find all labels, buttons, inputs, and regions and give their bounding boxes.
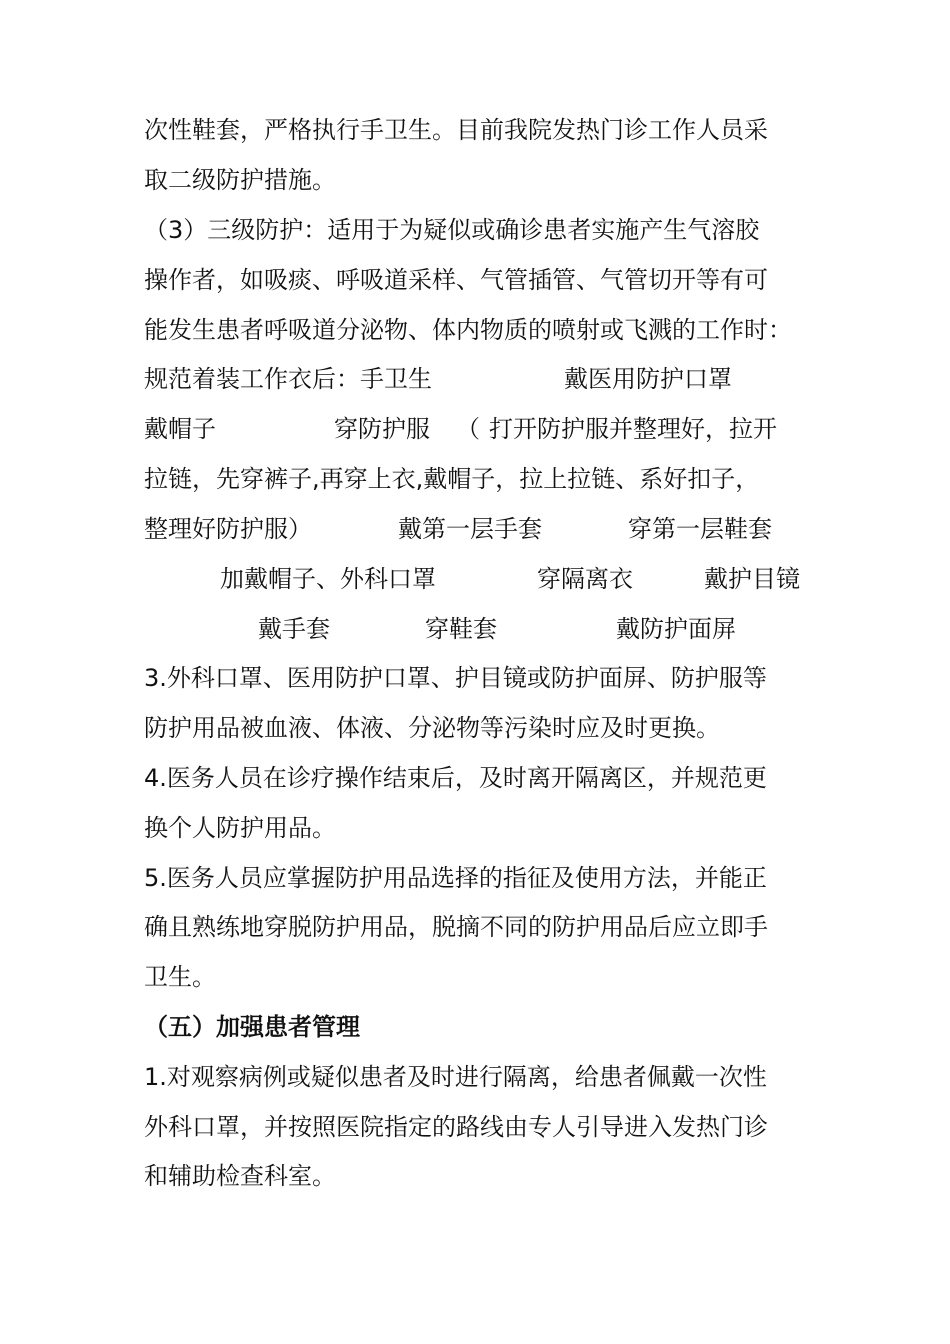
step-text: 戴帽子 xyxy=(144,415,216,443)
text-line: 整理好防护服） xyxy=(144,515,312,543)
text-line: 4.医务人员在诊疗操作结束后，及时离开隔离区，并规范更 xyxy=(144,764,767,792)
text-line: 卫生。 xyxy=(144,963,216,991)
step-text: 戴医用防护口罩 xyxy=(564,365,732,393)
text-line: 3.外科口罩、医用防护口罩、护目镜或防护面屏、防护服等 xyxy=(144,664,767,692)
text-fragment: 打开防护服并整理好，拉开 xyxy=(489,415,777,443)
step-text: 加戴帽子、外科口罩 xyxy=(220,565,436,593)
text-line: 防护用品被血液、体液、分泌物等污染时应及时更换。 xyxy=(144,714,720,742)
step-text: 戴护目镜 xyxy=(704,565,800,593)
text-line: 能发生患者呼吸道分泌物、体内物质的喷射或飞溅的工作时： xyxy=(144,316,792,344)
step-text: 穿防护服 xyxy=(334,415,430,443)
text-line: 和辅助检查科室。 xyxy=(144,1162,336,1190)
step-text: 穿隔离衣 xyxy=(537,565,633,593)
step-text: 戴防护面屏 xyxy=(616,615,736,643)
step-text: 戴手套 xyxy=(258,615,330,643)
text-line: 5.医务人员应掌握防护用品选择的指征及使用方法，并能正 xyxy=(144,864,767,892)
step-text: 穿第一层鞋套 xyxy=(628,515,772,543)
text-line: 取二级防护措施。 xyxy=(144,166,336,194)
text-line: 次性鞋套，严格执行手卫生。目前我院发热门诊工作人员采 xyxy=(144,116,768,144)
text-line: 确且熟练地穿脱防护用品，脱摘不同的防护用品后应立即手 xyxy=(144,913,768,941)
text-line: 换个人防护用品。 xyxy=(144,814,336,842)
section-heading: （五）加强患者管理 xyxy=(144,1013,360,1041)
text-line: 外科口罩，并按照医院指定的路线由专人引导进入发热门诊 xyxy=(144,1113,768,1141)
text-line: 规范着装工作衣后：手卫生 xyxy=(144,365,432,393)
step-text: 戴第一层手套 xyxy=(398,515,542,543)
step-text: 穿鞋套 xyxy=(425,615,497,643)
text-line: 1.对观察病例或疑似患者及时进行隔离，给患者佩戴一次性 xyxy=(144,1063,767,1091)
text-fragment: （ xyxy=(456,415,480,443)
text-line: 操作者，如吸痰、呼吸道采样、气管插管、气管切开等有可 xyxy=(144,266,768,294)
text-line: （3）三级防护：适用于为疑似或确诊患者实施产生气溶胶 xyxy=(144,216,760,244)
text-line: 拉链，先穿裤子,再穿上衣,戴帽子，拉上拉链、系好扣子， xyxy=(144,465,760,493)
